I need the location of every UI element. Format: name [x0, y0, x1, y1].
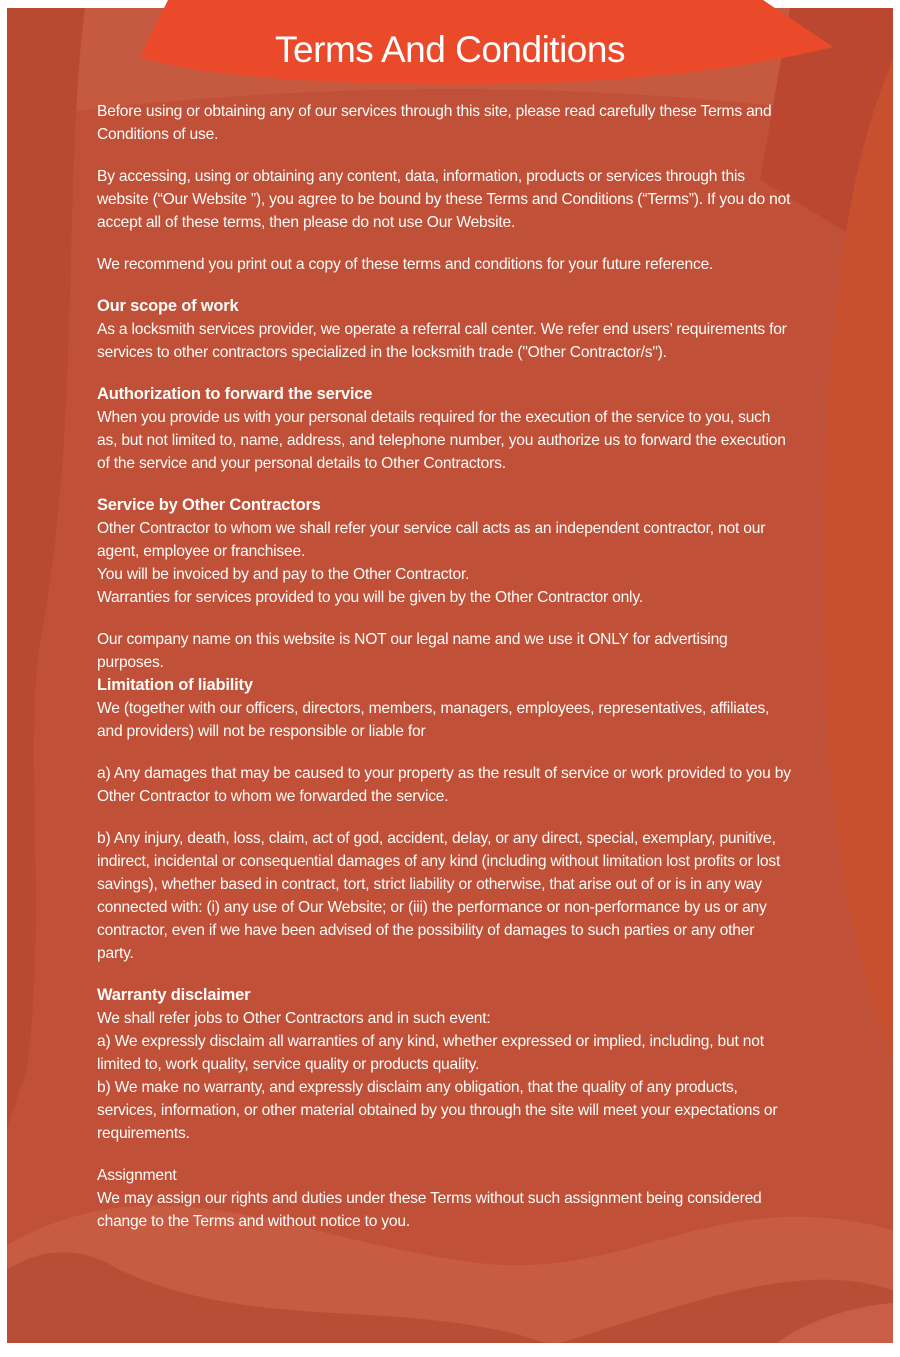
terms-section — [97, 383, 791, 475]
paragraph: As a locksmith services provider, we operate a referral call center. We refer end users’ requirements for services to other contractors specialized in the locksmith trade ("Other Contractor/s"). — [97, 321, 787, 361]
paragraph: a) We expressly disclaim all warranties of any kind, whether expressed or implied, including, but not limited to, work quality, service quality or products quality. — [97, 1033, 764, 1073]
paragraph: Other Contractor to whom we shall refer your service call acts as an independent contractor, not our agent, employee or franchisee. — [97, 520, 766, 560]
section-heading: Assignment — [97, 1167, 177, 1184]
paragraph: We may assign our rights and duties under these Terms without such assignment being considered change to the Terms and without notice to you. — [97, 1190, 762, 1230]
terms-section — [97, 628, 791, 674]
paragraph: By accessing, using or obtaining any content, data, information, products or services through this website (“Our Website ”), you agree to be bound by these Terms and Conditions (“Terms”). If you do not accept all of these terms, then please do not use Our Website. — [97, 168, 791, 231]
terms-content — [97, 100, 791, 1233]
terms-section — [97, 762, 791, 808]
terms-section — [97, 674, 791, 743]
terms-section — [97, 295, 791, 364]
section-heading: Service by Other Contractors — [97, 496, 321, 514]
paragraph: When you provide us with your personal details required for the execution of the service to you, such as, but not limited to, name, address, and telephone number, you authorize us to forward the execution of the service and your personal details to Other Contractors. — [97, 409, 786, 472]
paragraph: Before using or obtaining any of our services through this site, please read carefully these Terms and Conditions of use. — [97, 103, 772, 143]
paragraph: b) We make no warranty, and expressly disclaim any obligation, that the quality of any products, services, information, or other material obtained by you through the site will meet your expectations or requirements. — [97, 1079, 778, 1142]
section-heading: Warranty disclaimer — [97, 986, 251, 1004]
terms-section — [97, 494, 791, 609]
paragraph: a) Any damages that may be caused to your property as the result of service or work provided to you by Other Contractor to whom we forwarded the service. — [97, 765, 791, 805]
terms-section — [97, 165, 791, 234]
terms-section — [97, 100, 791, 146]
section-heading: Limitation of liability — [97, 676, 253, 694]
terms-section — [97, 1164, 791, 1233]
section-heading: Our scope of work — [97, 297, 239, 315]
page-title: Terms And Conditions — [275, 28, 625, 70]
paragraph: We shall refer jobs to Other Contractors and in such event: — [97, 1010, 491, 1027]
paragraph: We (together with our officers, directors, members, managers, employees, representatives, affiliates, and providers) will not be responsible or liable for — [97, 700, 770, 740]
paragraph: Our company name on this website is NOT our legal name and we use it ONLY for advertising purposes. — [97, 631, 728, 671]
terms-section — [97, 253, 791, 276]
paragraph: You will be invoiced by and pay to the Other Contractor. — [97, 566, 470, 583]
terms-section — [97, 827, 791, 965]
paragraph: Warranties for services provided to you will be given by the Other Contractor only. — [97, 589, 643, 606]
paragraph: We recommend you print out a copy of these terms and conditions for your future reference. — [97, 256, 714, 273]
paragraph: b) Any injury, death, loss, claim, act of god, accident, delay, or any direct, special, exemplary, punitive, indirect, incidental or consequential damages of any kind (including without limitation lost profits or lost savings), whether based in contract, tort, strict liability or otherwise, that arise out of or is in any way connected with: (i) any use of Our Website; or (iii) the performance or non-performance by us or any contractor, even if we have been advised of the possibility of damages to such parties or any other party. — [97, 830, 781, 962]
terms-section — [97, 984, 791, 1145]
section-heading: Authorization to forward the service — [97, 385, 373, 403]
